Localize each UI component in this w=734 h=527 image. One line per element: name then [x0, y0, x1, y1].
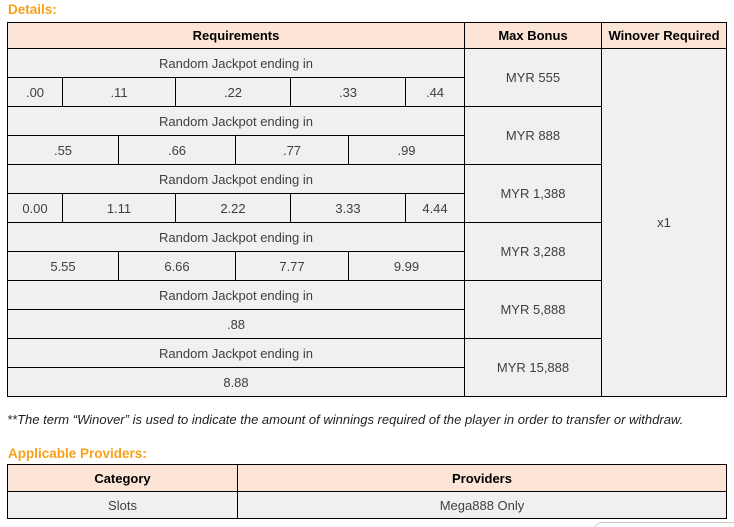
ending-cell: 3.33 — [291, 194, 406, 223]
requirement-title: Random Jackpot ending in — [8, 165, 465, 194]
max-bonus-cell: MYR 15,888 — [465, 339, 602, 397]
ending-cell: .88 — [8, 310, 465, 339]
column-header-requirements: Requirements — [8, 23, 465, 49]
providers-cell: Mega888 Only — [238, 492, 727, 519]
requirement-title: Random Jackpot ending in — [8, 49, 465, 78]
ending-cell: .55 — [8, 136, 119, 165]
ending-cell: .11 — [63, 78, 176, 107]
ending-cell: 9.99 — [349, 252, 465, 281]
ending-cell: .22 — [176, 78, 291, 107]
ending-cell: .99 — [349, 136, 465, 165]
ending-cell: .77 — [236, 136, 349, 165]
max-bonus-cell: MYR 888 — [465, 107, 602, 165]
requirement-title: Random Jackpot ending in — [8, 223, 465, 252]
requirements-table — [7, 22, 727, 397]
ending-cell: 4.44 — [406, 194, 465, 223]
max-bonus-cell: MYR 3,288 — [465, 223, 602, 281]
ending-cell: 6.66 — [119, 252, 236, 281]
ending-cell: .44 — [406, 78, 465, 107]
applicable-providers-heading: Applicable Providers: — [8, 446, 147, 461]
requirement-title: Random Jackpot ending in — [8, 107, 465, 136]
ending-cell: 0.00 — [8, 194, 63, 223]
column-header-category: Category — [8, 465, 238, 492]
winover-value-cell: x1 — [602, 49, 727, 397]
ending-cell: .33 — [291, 78, 406, 107]
column-header-max-bonus: Max Bonus — [465, 23, 602, 49]
max-bonus-cell: MYR 1,388 — [465, 165, 602, 223]
ending-cell: 1.11 — [63, 194, 176, 223]
ending-cell: 5.55 — [8, 252, 119, 281]
ending-cell: .66 — [119, 136, 236, 165]
ending-cell: 8.88 — [8, 368, 465, 397]
max-bonus-cell: MYR 555 — [465, 49, 602, 107]
providers-table — [7, 464, 727, 519]
ending-cell: 2.22 — [176, 194, 291, 223]
column-header-providers: Providers — [238, 465, 727, 492]
ending-cell: 7.77 — [236, 252, 349, 281]
max-bonus-cell: MYR 5,888 — [465, 281, 602, 339]
winover-footnote: **The term “Winover” is used to indicate the amount of winnings required of the player in order to transfer or withdraw. — [7, 412, 684, 427]
bottom-right-overlay-corner — [594, 522, 734, 527]
ending-cell: .00 — [8, 78, 63, 107]
column-header-winover-required: Winover Required — [602, 23, 727, 49]
details-heading: Details: — [8, 2, 57, 17]
category-cell: Slots — [8, 492, 238, 519]
requirement-title: Random Jackpot ending in — [8, 281, 465, 310]
requirement-title: Random Jackpot ending in — [8, 339, 465, 368]
